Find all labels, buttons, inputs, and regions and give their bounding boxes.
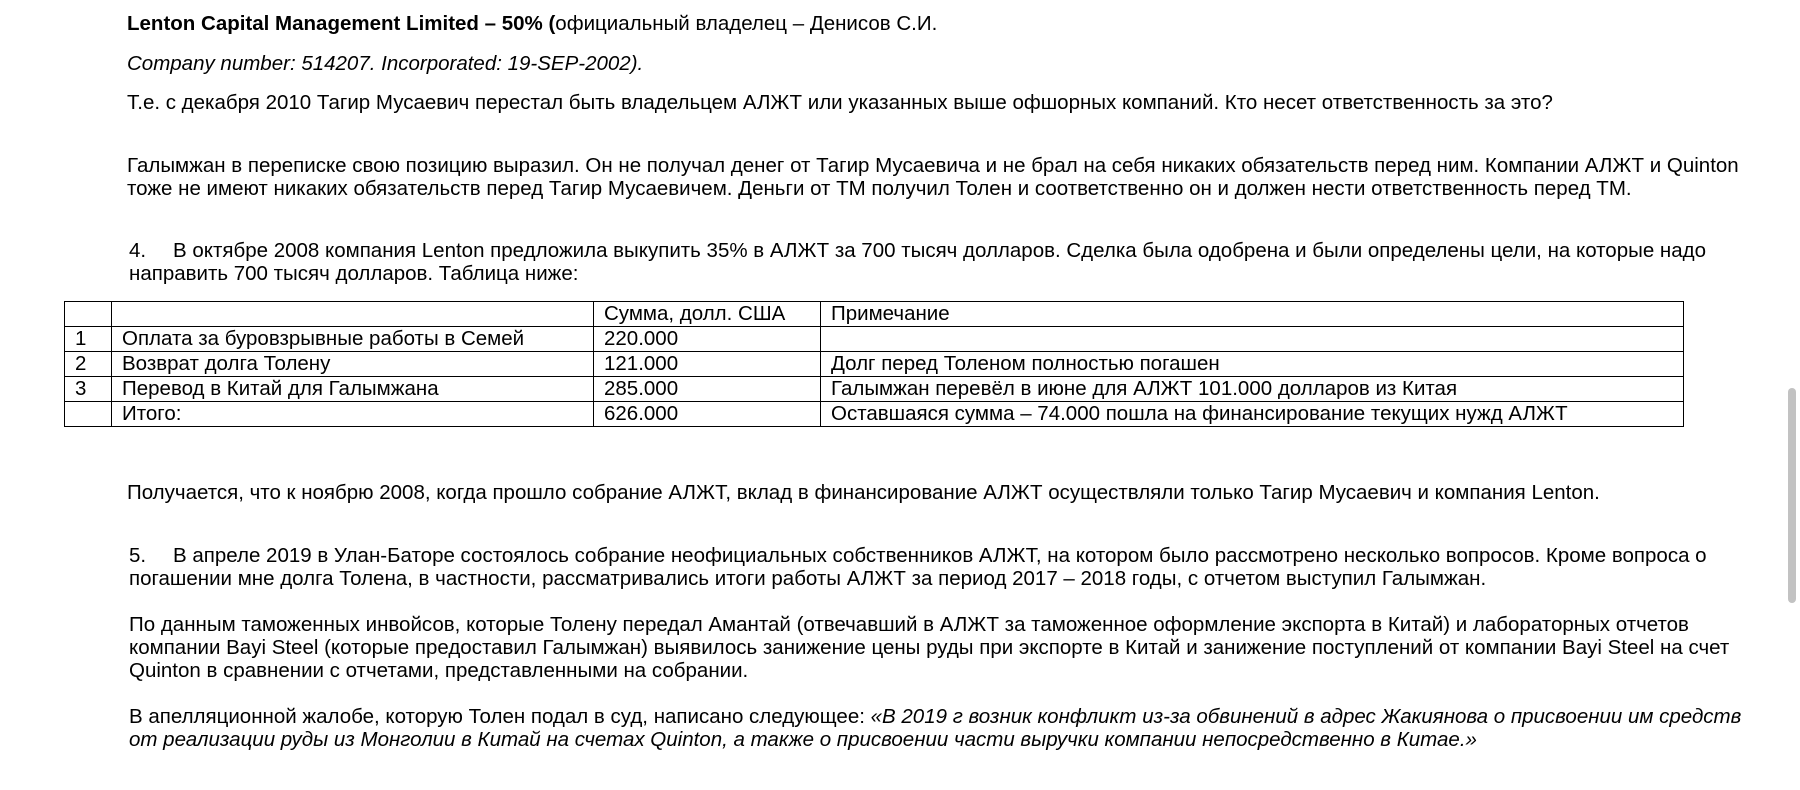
row-note: Оставшаяся сумма – 74.000 пошла на финансирование текущих нужд АЛЖТ (821, 402, 1684, 427)
table-row (65, 327, 1684, 352)
row-description: Перевод в Китай для Галымжана (112, 377, 594, 402)
row-amount: 121.000 (594, 352, 821, 377)
paragraph-ownership-question: Т.е. с декабря 2010 Тагир Мусаевич перестал быть владельцем АЛЖТ или указанных выше офшорных компаний. Кто несет ответственность за это? (127, 91, 1553, 114)
row-amount: 626.000 (594, 402, 821, 427)
table-header-cell: Примечание (821, 302, 1684, 327)
paragraph-galymzhan-position: Галымжан в переписке свою позицию выразил. Он не получал денег от Тагир Мусаевича и не брал на себя никаких обязательств перед ним. Компании АЛЖТ и Quinton тоже не имеют никаких обязательств перед Тагир Мусаевичем. Деньги от ТМ получил Толен и соответственно он и должен нести ответственность перед ТМ. (127, 154, 1739, 200)
appeal-quote: «В 2019 г возник конфликт из-за обвинений в адрес Жакиянова о присвоении им средств от реализации руды из Монголии в Китай на счетах Quinton, а также о присвоении части выручки компании непосредственно в Китае.» (129, 705, 1742, 751)
row-description: Оплата за буровзрывные работы в Семей (112, 327, 594, 352)
paragraph-customs-invoices: По данным таможенных инвойсов, которые Толену передал Амантай (отвечавший в АЛЖТ за таможенное оформление экспорта в Китай) и лабораторных отчетов компании Bayi Steel (которые предоставил Галымжан) выявилось занижение цены руды при экспорте в Китай и занижение поступлений от компании Bayi Steel на счет Quinton в сравнении с отчетами, представленными на собрании. (129, 613, 1730, 682)
row-note (821, 327, 1684, 352)
paragraph-appeal (129, 705, 1744, 751)
row-note: Долг перед Толеном полностью погашен (821, 352, 1684, 377)
row-number: 1 (65, 327, 112, 352)
list-item-5 (129, 544, 1744, 590)
row-amount: 220.000 (594, 327, 821, 352)
row-number: 2 (65, 352, 112, 377)
company-name-bold: Lenton Capital Management Limited – 50% ( (127, 12, 556, 35)
table-header-row (65, 302, 1684, 327)
row-amount: 285.000 (594, 377, 821, 402)
table-header-cell: Сумма, долл. США (594, 302, 821, 327)
row-note: Галымжан перевёл в июне для АЛЖТ 101.000 долларов из Китая (821, 377, 1684, 402)
official-owner-text: официальный владелец – Денисов С.И. (555, 12, 938, 35)
vertical-scrollbar[interactable] (1784, 0, 1800, 790)
company-info: Company number: 514207. Incorporated: 19-SEP-2002). (127, 52, 644, 75)
row-number (65, 402, 112, 427)
scrollbar-thumb[interactable] (1788, 388, 1796, 603)
appeal-intro: В апелляционной жалобе, которую Толен подал в суд, написано следующее: (129, 705, 871, 728)
paragraph-contribution: Получается, что к ноябрю 2008, когда прошло собрание АЛЖТ, вклад в финансирование АЛЖТ осуществляли только Тагир Мусаевич и компания Lenton. (127, 481, 1600, 504)
table-header-cell (112, 302, 594, 327)
list-item-text: В апреле 2019 в Улан-Баторе состоялось собрание неофициальных собственников АЛЖТ, на котором было рассмотрено несколько вопросов. Кроме вопроса о погашении мне долга Толена, в частности, рассматривались итоги работы АЛЖТ за период 2017 – 2018 годы, с отчетом выступил Галымжан. (129, 544, 1707, 590)
list-item-number: 5. (129, 544, 147, 567)
row-description: Итого: (112, 402, 594, 427)
list-item-4 (129, 239, 1744, 285)
table-row (65, 377, 1684, 402)
table-header-cell (65, 302, 112, 327)
row-number: 3 (65, 377, 112, 402)
row-description: Возврат долга Толену (112, 352, 594, 377)
owner-line (127, 12, 1742, 35)
table-total-row (65, 402, 1684, 427)
list-item-number: 4. (129, 239, 147, 262)
payments-table (64, 301, 1684, 427)
table-row (65, 352, 1684, 377)
list-item-text: В октябре 2008 компания Lenton предложила выкупить 35% в АЛЖТ за 700 тысяч долларов. Сделка была одобрена и были определены цели, на которые надо направить 700 тысяч долларов. Таблица ниже: (129, 239, 1707, 285)
